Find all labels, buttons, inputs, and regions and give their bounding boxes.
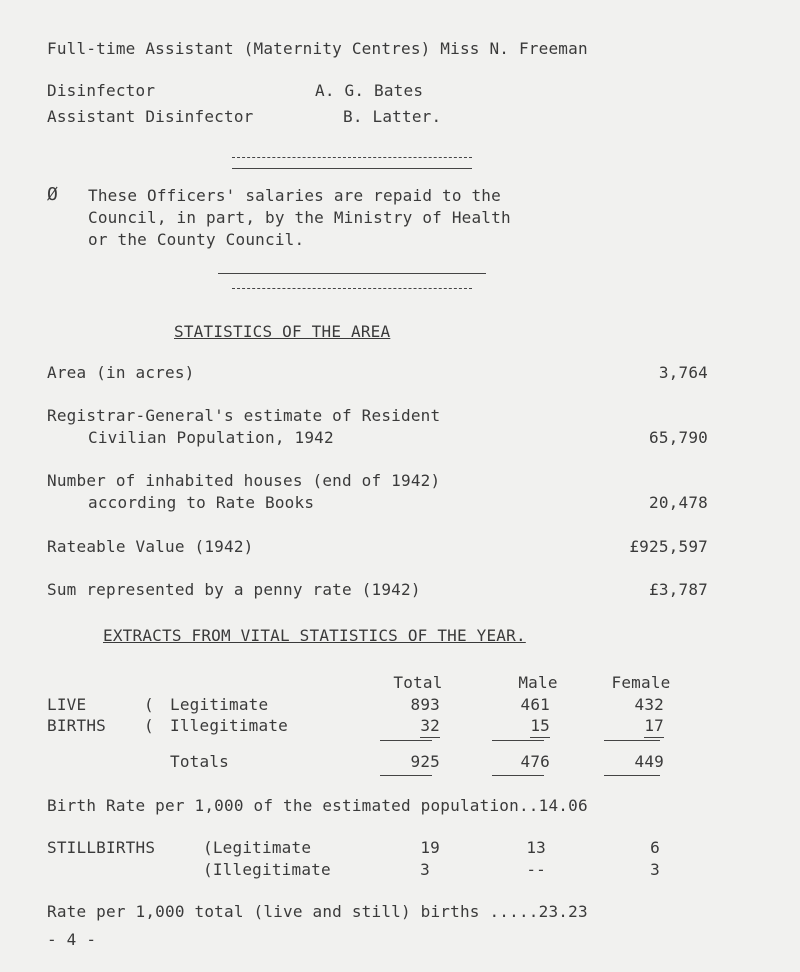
divider-rule — [232, 168, 472, 169]
illegit-total-cell — [380, 716, 440, 735]
staff-line-assistant: Full-time Assistant (Maternity Centres) Miss N. Freeman — [47, 39, 588, 58]
houses-label-1: Number of inhabited houses (end of 1942) — [47, 471, 441, 490]
penny-rate-label: Sum represented by a penny rate (1942) — [47, 580, 421, 599]
footnote-line-3: or the County Council. — [88, 230, 305, 249]
illegit-female-cell — [604, 716, 664, 735]
houses-label-2: according to Rate Books — [88, 493, 315, 512]
rateable-value: £925,597 — [629, 537, 708, 556]
footnote-line-1: These Officers' salaries are repaid to the — [88, 186, 501, 205]
population-label-1: Registrar-General's estimate of Resident — [47, 406, 441, 425]
penny-rate-value: £3,787 — [649, 580, 708, 599]
stats-heading: STATISTICS OF THE AREA — [174, 322, 391, 341]
population-value: 65,790 — [649, 428, 708, 447]
totals-female: 449 — [634, 752, 664, 771]
still-rate: Rate per 1,000 total (live and still) births .....23.23 — [47, 902, 588, 921]
divider-rule-2 — [218, 273, 486, 274]
houses-value: 20,478 — [649, 493, 708, 512]
stillbirths-label: STILLBIRTHS — [47, 838, 156, 857]
still-illegit-male: -- — [526, 860, 546, 879]
births-label: BIRTHS — [47, 716, 106, 735]
still-illegit-female: 3 — [650, 860, 660, 879]
legitimate-label: Legitimate — [170, 695, 269, 714]
footnote-line-2: Council, in part, by the Ministry of Health — [88, 208, 511, 227]
illegitimate-label: Illegitimate — [170, 716, 288, 735]
legit-male: 461 — [520, 695, 550, 714]
still-illegit-label: (Illegitimate — [203, 860, 331, 879]
col-header-total: Total — [393, 673, 443, 692]
birth-rate: Birth Rate per 1,000 of the estimated population..14.06 — [47, 796, 588, 815]
disinfector-name: A. G. Bates — [315, 81, 424, 100]
double-rule-total-a — [380, 775, 432, 776]
paren-2: ( — [144, 716, 154, 735]
assistant-disinfector-name: B. Latter. — [343, 107, 442, 126]
footnote-symbol: Ø — [47, 184, 59, 205]
still-legit-label: (Legitimate — [203, 838, 312, 857]
disinfector-label: Disinfector — [47, 81, 156, 100]
illegit-male-cell — [490, 716, 550, 735]
totals-total: 925 — [410, 752, 440, 771]
area-value: 3,764 — [658, 363, 708, 382]
illegit-total: 32 — [420, 716, 440, 738]
still-legit-total: 19 — [420, 838, 440, 857]
still-legit-male: 13 — [526, 838, 546, 857]
page-number: - 4 - — [47, 930, 97, 949]
assistant-disinfector-label: Assistant Disinfector — [47, 107, 254, 126]
double-rule-male-a — [492, 775, 544, 776]
illegit-female: 17 — [644, 716, 664, 738]
vital-heading: EXTRACTS FROM VITAL STATISTICS OF THE YEAR. — [103, 626, 526, 645]
illegit-male: 15 — [530, 716, 550, 738]
still-legit-female: 6 — [650, 838, 660, 857]
totals-label: Totals — [170, 752, 229, 771]
still-illegit-total: 3 — [420, 860, 430, 879]
rule-female — [604, 740, 660, 741]
rule-total — [380, 740, 432, 741]
rateable-label: Rateable Value (1942) — [47, 537, 254, 556]
population-label-2: Civilian Population, 1942 — [88, 428, 334, 447]
legit-female: 432 — [634, 695, 664, 714]
legit-total: 893 — [410, 695, 440, 714]
divider-dashed — [232, 157, 472, 158]
area-label: Area (in acres) — [47, 363, 195, 382]
double-rule-female-a — [604, 775, 660, 776]
col-header-female: Female — [611, 673, 671, 692]
divider-dashed-2 — [232, 288, 472, 289]
paren-1: ( — [144, 695, 154, 714]
totals-male: 476 — [520, 752, 550, 771]
live-label: LIVE — [47, 695, 87, 714]
rule-male — [492, 740, 544, 741]
col-header-male: Male — [518, 673, 558, 692]
